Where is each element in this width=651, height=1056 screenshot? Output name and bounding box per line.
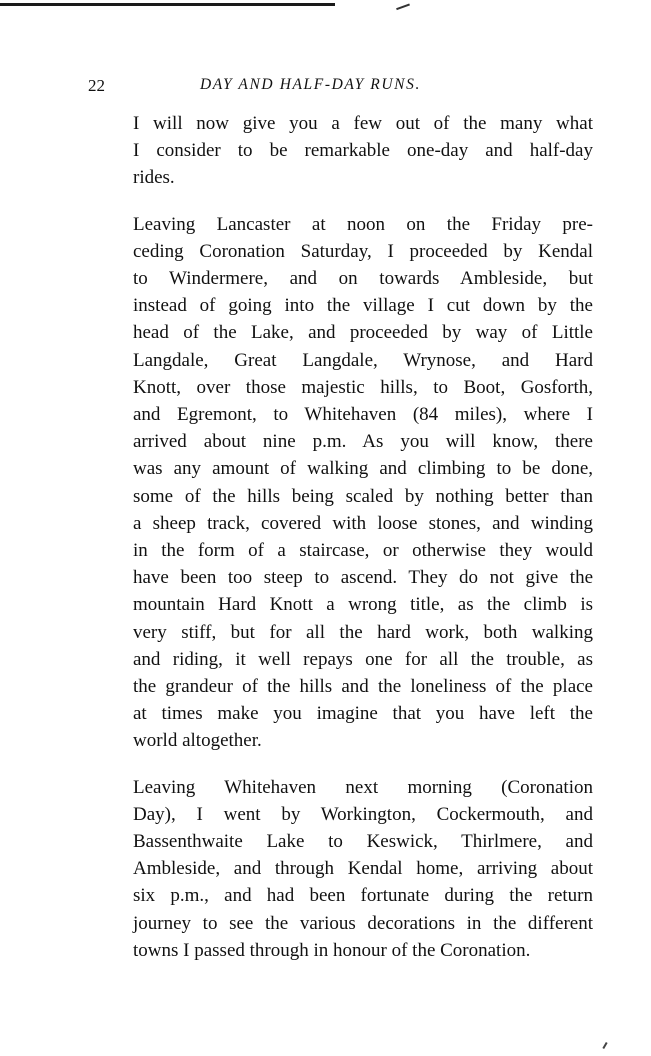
text-line: have been too steep to ascend. They do not give the [133,567,593,589]
text-line: very stiff, but for all the hard work, both walking [133,621,593,643]
text-line: world altogether. [133,730,262,752]
text-line: I will now give you a few out of the many what [133,113,593,134]
scan-speck [602,1042,607,1049]
text-line: I consider to be remarkable one-day and half-day [133,140,593,162]
running-head: DAY AND HALF-DAY RUNS. [200,76,421,93]
text-line: towns I passed through in honour of the Coronation. [133,939,531,961]
paragraph-2 [91,211,593,755]
paragraph-1 [91,110,593,192]
text-line: a sheep track, covered with loose stones, and winding [133,512,593,534]
text-line: journey to see the various decorations in the different [133,912,593,934]
text-line: Day), I went by Workington, Cockermouth, and [133,803,593,825]
text-line: some of the hills being scaled by nothing better than [133,485,593,507]
text-line: Ambleside, and through Kendal home, arriving about [133,858,593,880]
scan-edge-line [0,3,335,6]
text-line: the grandeur of the hills and the loneliness of the place [133,676,593,698]
text-line: instead of going into the village I cut down by the [133,295,593,317]
text-line: ceding Coronation Saturday, I proceeded by Kendal [133,240,593,262]
scan-mark [394,0,410,10]
text-line: Leaving Whitehaven next morning (Coronation [133,776,593,798]
text-line: arrived about nine p.m. As you will know, there [133,431,593,453]
paragraph-3 [91,774,593,964]
page-number: 22 [88,76,105,95]
text-line: head of the Lake, and proceeded by way of Little [133,322,593,344]
text-line: was any amount of walking and climbing to be done, [133,458,593,480]
text-line: and Egremont, to Whitehaven (84 miles), where I [133,404,593,426]
text-line: rides. [133,167,175,189]
page-header [88,76,593,100]
text-line: at times make you imagine that you have left the [133,703,593,725]
page-body [91,110,593,983]
text-line: and riding, it well repays one for all the trouble, as [133,648,593,670]
text-line: Leaving Lancaster at noon on the Friday pre- [133,213,593,235]
text-line: mountain Hard Knott a wrong title, as the climb is [133,594,593,616]
text-line: Langdale, Great Langdale, Wrynose, and Hard [133,349,593,371]
text-line: Bassenthwaite Lake to Keswick, Thirlmere, and [133,831,593,853]
text-line: in the form of a staircase, or otherwise they would [133,540,593,562]
text-line: Knott, over those majestic hills, to Boot, Gosforth, [133,376,593,398]
text-line: to Windermere, and on towards Ambleside, but [133,268,593,290]
text-line: six p.m., and had been fortunate during the return [133,885,593,907]
